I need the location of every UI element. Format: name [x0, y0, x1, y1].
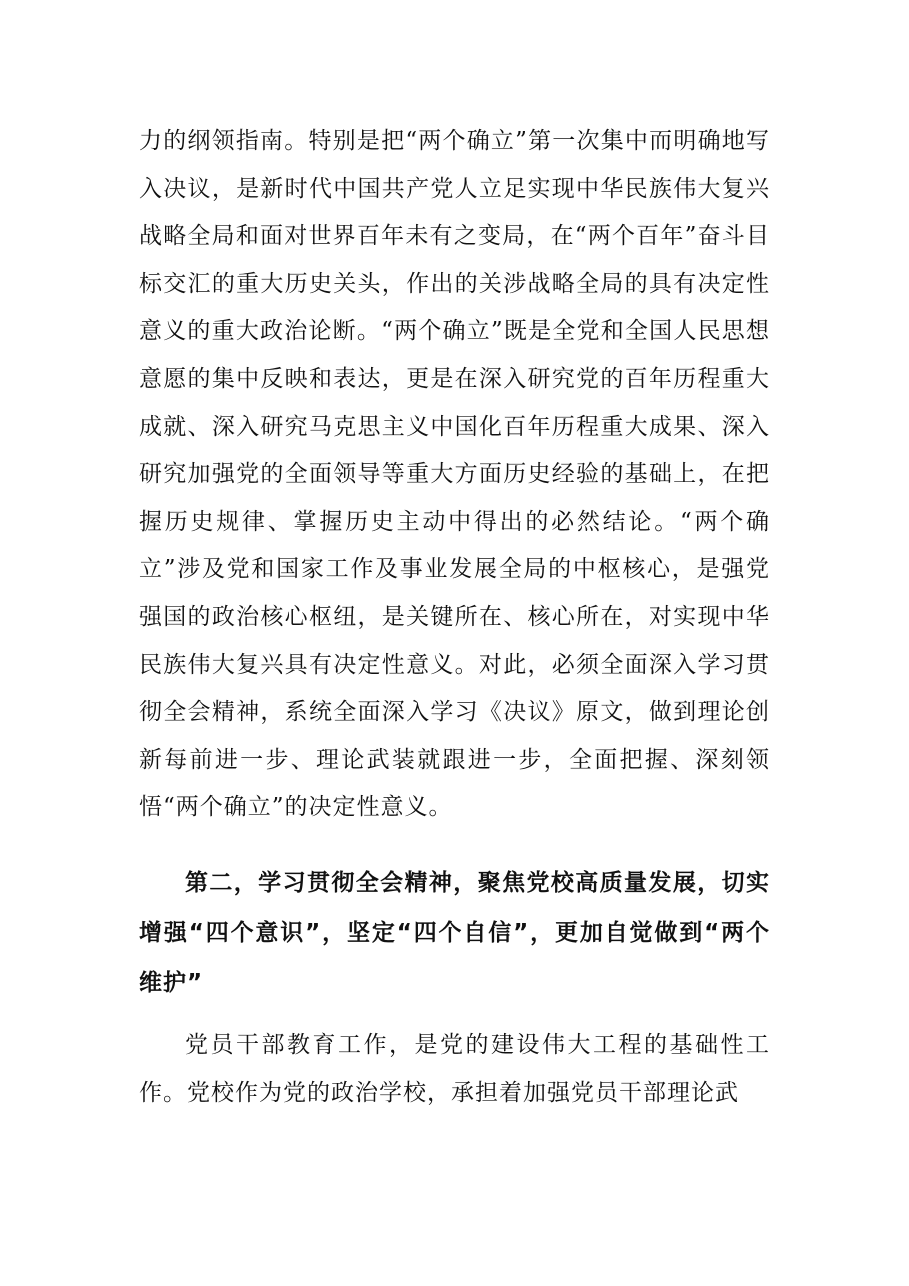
document-page — [139, 118, 770, 1117]
body-paragraph: 力的纲领指南。特别是把“两个确立”第一次集中而明确地写入决议，是新时代中国共产党人立足实现中华民族伟大复兴战略全局和面对世界百年未有之变局，在“两个百年”奋斗目标交汇的重大历史关头，作出的关涉战略全局的具有决定性意义的重大政治论断。“两个确立”既是全党和全国人民思想意愿的集中反映和表达，更是在深入研究党的百年历程重大成就、深入研究马克思主义中国化百年历程重大成果、深入研究加强党的全面领导等重大方面历史经验的基础上，在把握历史规律、掌握历史主动中得出的必然结论。“两个确立”涉及党和国家工作及事业发展全局的中枢核心，是强党强国的政治核心枢纽，是关键所在、核心所在，对实现中华民族伟大复兴具有决定性意义。对此，必须全面深入学习贯彻全会精神，系统全面深入学习《决议》原文，做到理论创新每前进一步、理论武装就跟进一步，全面把握、深刻领悟“两个确立”的决定性意义。 — [139, 128, 770, 821]
body-paragraph: 党员干部教育工作，是党的建设伟大工程的基础性工作。党校作为党的政治学校，承担着加强党员干部理论武 — [139, 1031, 770, 1106]
section-heading: 第二，学习贯彻全会精神，聚焦党校高质量发展，切实增强“四个意识”，坚定“四个自信”，更加自觉做到“两个维护” — [139, 869, 770, 996]
